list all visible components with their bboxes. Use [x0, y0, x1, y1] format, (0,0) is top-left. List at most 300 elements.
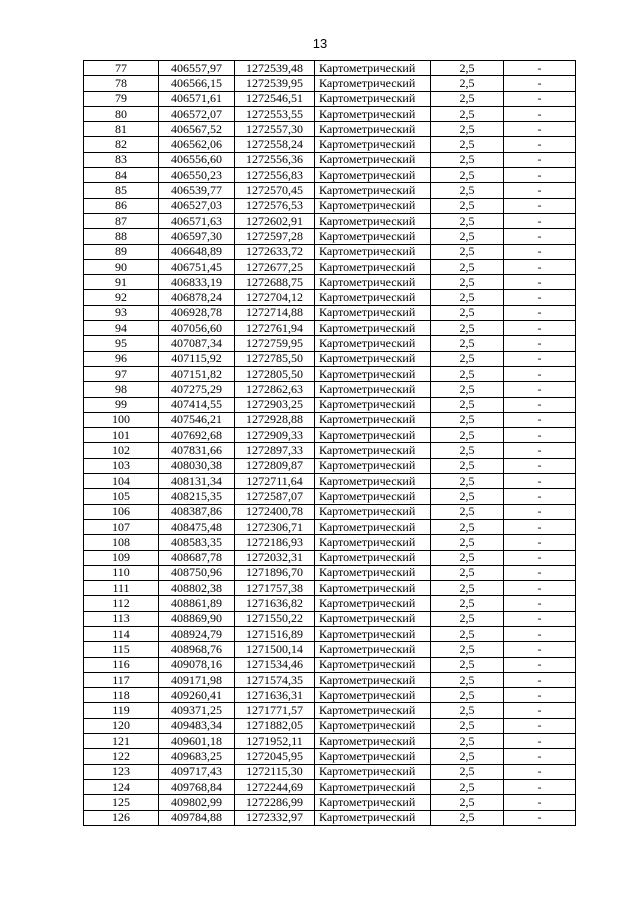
method-cell: Картометрический — [315, 168, 431, 183]
table-row — [84, 489, 576, 504]
y-coordinate-cell: 1272576,53 — [235, 198, 315, 213]
x-coordinate-cell: 408750,96 — [159, 565, 235, 580]
y-coordinate-cell: 1272558,24 — [235, 137, 315, 152]
point-number-cell: 112 — [84, 596, 159, 611]
description-cell: - — [504, 550, 576, 565]
accuracy-cell: 2,5 — [431, 581, 504, 596]
x-coordinate-cell: 409483,34 — [159, 718, 235, 733]
description-cell: - — [504, 213, 576, 228]
method-cell: Картометрический — [315, 718, 431, 733]
method-cell: Картометрический — [315, 626, 431, 641]
table-row — [84, 749, 576, 764]
point-number-cell: 92 — [84, 290, 159, 305]
point-number-cell: 105 — [84, 489, 159, 504]
description-cell: - — [504, 168, 576, 183]
point-number-cell: 103 — [84, 458, 159, 473]
table-row — [84, 657, 576, 672]
table-row — [84, 397, 576, 412]
x-coordinate-cell: 406539,77 — [159, 183, 235, 198]
table-row — [84, 106, 576, 121]
accuracy-cell: 2,5 — [431, 229, 504, 244]
table-row — [84, 290, 576, 305]
description-cell: - — [504, 183, 576, 198]
x-coordinate-cell: 408131,34 — [159, 474, 235, 489]
y-coordinate-cell: 1271636,31 — [235, 688, 315, 703]
method-cell: Картометрический — [315, 290, 431, 305]
accuracy-cell: 2,5 — [431, 397, 504, 412]
x-coordinate-cell: 406751,45 — [159, 259, 235, 274]
x-coordinate-cell: 408387,86 — [159, 504, 235, 519]
table-row — [84, 611, 576, 626]
table-row — [84, 61, 576, 76]
accuracy-cell: 2,5 — [431, 672, 504, 687]
table-row — [84, 474, 576, 489]
table-row — [84, 764, 576, 779]
x-coordinate-cell: 406648,89 — [159, 244, 235, 259]
y-coordinate-cell: 1272809,87 — [235, 458, 315, 473]
accuracy-cell: 2,5 — [431, 290, 504, 305]
table-row — [84, 213, 576, 228]
description-cell: - — [504, 275, 576, 290]
accuracy-cell: 2,5 — [431, 351, 504, 366]
method-cell: Картометрический — [315, 489, 431, 504]
y-coordinate-cell: 1271771,57 — [235, 703, 315, 718]
point-number-cell: 116 — [84, 657, 159, 672]
point-number-cell: 96 — [84, 351, 159, 366]
description-cell: - — [504, 810, 576, 825]
accuracy-cell: 2,5 — [431, 183, 504, 198]
y-coordinate-cell: 1272759,95 — [235, 336, 315, 351]
method-cell: Картометрический — [315, 61, 431, 76]
y-coordinate-cell: 1272546,51 — [235, 91, 315, 106]
point-number-cell: 101 — [84, 428, 159, 443]
point-number-cell: 81 — [84, 122, 159, 137]
method-cell: Картометрический — [315, 703, 431, 718]
method-cell: Картометрический — [315, 672, 431, 687]
method-cell: Картометрический — [315, 382, 431, 397]
description-cell: - — [504, 611, 576, 626]
point-number-cell: 98 — [84, 382, 159, 397]
method-cell: Картометрический — [315, 474, 431, 489]
table-row — [84, 718, 576, 733]
accuracy-cell: 2,5 — [431, 626, 504, 641]
y-coordinate-cell: 1272714,88 — [235, 305, 315, 320]
accuracy-cell: 2,5 — [431, 168, 504, 183]
y-coordinate-cell: 1272862,63 — [235, 382, 315, 397]
x-coordinate-cell: 406557,97 — [159, 61, 235, 76]
point-number-cell: 117 — [84, 672, 159, 687]
accuracy-cell: 2,5 — [431, 412, 504, 427]
description-cell: - — [504, 642, 576, 657]
point-number-cell: 102 — [84, 443, 159, 458]
y-coordinate-cell: 1272286,99 — [235, 795, 315, 810]
point-number-cell: 95 — [84, 336, 159, 351]
table-row — [84, 703, 576, 718]
point-number-cell: 115 — [84, 642, 159, 657]
method-cell: Картометрический — [315, 810, 431, 825]
point-number-cell: 125 — [84, 795, 159, 810]
method-cell: Картометрический — [315, 688, 431, 703]
point-number-cell: 83 — [84, 152, 159, 167]
method-cell: Картометрический — [315, 764, 431, 779]
accuracy-cell: 2,5 — [431, 749, 504, 764]
description-cell: - — [504, 198, 576, 213]
accuracy-cell: 2,5 — [431, 718, 504, 733]
point-number-cell: 89 — [84, 244, 159, 259]
description-cell: - — [504, 749, 576, 764]
table-row — [84, 535, 576, 550]
description-cell: - — [504, 779, 576, 794]
description-cell: - — [504, 565, 576, 580]
method-cell: Картометрический — [315, 504, 431, 519]
x-coordinate-cell: 409717,43 — [159, 764, 235, 779]
accuracy-cell: 2,5 — [431, 321, 504, 336]
x-coordinate-cell: 406928,78 — [159, 305, 235, 320]
point-number-cell: 79 — [84, 91, 159, 106]
method-cell: Картометрический — [315, 275, 431, 290]
x-coordinate-cell: 406833,19 — [159, 275, 235, 290]
y-coordinate-cell: 1272711,64 — [235, 474, 315, 489]
description-cell: - — [504, 321, 576, 336]
table-row — [84, 244, 576, 259]
y-coordinate-cell: 1271534,46 — [235, 657, 315, 672]
point-number-cell: 97 — [84, 366, 159, 381]
x-coordinate-cell: 407087,34 — [159, 336, 235, 351]
method-cell: Картометрический — [315, 259, 431, 274]
accuracy-cell: 2,5 — [431, 275, 504, 290]
x-coordinate-cell: 408215,35 — [159, 489, 235, 504]
method-cell: Картометрический — [315, 581, 431, 596]
y-coordinate-cell: 1272557,30 — [235, 122, 315, 137]
x-coordinate-cell: 409078,16 — [159, 657, 235, 672]
table-row — [84, 795, 576, 810]
description-cell: - — [504, 366, 576, 381]
x-coordinate-cell: 407414,55 — [159, 397, 235, 412]
y-coordinate-cell: 1272306,71 — [235, 519, 315, 534]
point-number-cell: 86 — [84, 198, 159, 213]
accuracy-cell: 2,5 — [431, 336, 504, 351]
y-coordinate-cell: 1272400,78 — [235, 504, 315, 519]
accuracy-cell: 2,5 — [431, 244, 504, 259]
page-number: 13 — [312, 36, 328, 51]
table-row — [84, 366, 576, 381]
point-number-cell: 93 — [84, 305, 159, 320]
accuracy-cell: 2,5 — [431, 443, 504, 458]
x-coordinate-cell: 409784,88 — [159, 810, 235, 825]
x-coordinate-cell: 407692,68 — [159, 428, 235, 443]
method-cell: Картометрический — [315, 305, 431, 320]
point-number-cell: 108 — [84, 535, 159, 550]
table-row — [84, 122, 576, 137]
accuracy-cell: 2,5 — [431, 458, 504, 473]
point-number-cell: 85 — [84, 183, 159, 198]
y-coordinate-cell: 1272897,33 — [235, 443, 315, 458]
accuracy-cell: 2,5 — [431, 213, 504, 228]
method-cell: Картометрический — [315, 596, 431, 611]
x-coordinate-cell: 408861,89 — [159, 596, 235, 611]
x-coordinate-cell: 408583,35 — [159, 535, 235, 550]
y-coordinate-cell: 1272805,50 — [235, 366, 315, 381]
x-coordinate-cell: 406556,60 — [159, 152, 235, 167]
table-row — [84, 458, 576, 473]
y-coordinate-cell: 1271882,05 — [235, 718, 315, 733]
accuracy-cell: 2,5 — [431, 779, 504, 794]
table-row — [84, 321, 576, 336]
method-cell: Картометрический — [315, 366, 431, 381]
y-coordinate-cell: 1272597,28 — [235, 229, 315, 244]
method-cell: Картометрический — [315, 336, 431, 351]
table-row — [84, 672, 576, 687]
method-cell: Картометрический — [315, 458, 431, 473]
point-number-cell: 107 — [84, 519, 159, 534]
y-coordinate-cell: 1272045,95 — [235, 749, 315, 764]
description-cell: - — [504, 305, 576, 320]
y-coordinate-cell: 1272115,30 — [235, 764, 315, 779]
x-coordinate-cell: 406527,03 — [159, 198, 235, 213]
y-coordinate-cell: 1272633,72 — [235, 244, 315, 259]
accuracy-cell: 2,5 — [431, 198, 504, 213]
accuracy-cell: 2,5 — [431, 596, 504, 611]
table-row — [84, 275, 576, 290]
point-number-cell: 124 — [84, 779, 159, 794]
description-cell: - — [504, 474, 576, 489]
table-row — [84, 382, 576, 397]
y-coordinate-cell: 1272553,55 — [235, 106, 315, 121]
description-cell: - — [504, 152, 576, 167]
method-cell: Картометрический — [315, 76, 431, 91]
table-row — [84, 168, 576, 183]
x-coordinate-cell: 409171,98 — [159, 672, 235, 687]
x-coordinate-cell: 408869,90 — [159, 611, 235, 626]
method-cell: Картометрический — [315, 611, 431, 626]
y-coordinate-cell: 1272688,75 — [235, 275, 315, 290]
y-coordinate-cell: 1272909,33 — [235, 428, 315, 443]
y-coordinate-cell: 1272556,36 — [235, 152, 315, 167]
x-coordinate-cell: 406566,15 — [159, 76, 235, 91]
accuracy-cell: 2,5 — [431, 61, 504, 76]
accuracy-cell: 2,5 — [431, 688, 504, 703]
description-cell: - — [504, 61, 576, 76]
accuracy-cell: 2,5 — [431, 764, 504, 779]
y-coordinate-cell: 1272761,94 — [235, 321, 315, 336]
table-row — [84, 152, 576, 167]
point-number-cell: 84 — [84, 168, 159, 183]
point-number-cell: 91 — [84, 275, 159, 290]
table-row — [84, 412, 576, 427]
accuracy-cell: 2,5 — [431, 106, 504, 121]
method-cell: Картометрический — [315, 198, 431, 213]
y-coordinate-cell: 1272677,25 — [235, 259, 315, 274]
method-cell: Картометрический — [315, 321, 431, 336]
table-row — [84, 76, 576, 91]
method-cell: Картометрический — [315, 535, 431, 550]
table-row — [84, 336, 576, 351]
accuracy-cell: 2,5 — [431, 91, 504, 106]
y-coordinate-cell: 1271896,70 — [235, 565, 315, 580]
description-cell: - — [504, 412, 576, 427]
accuracy-cell: 2,5 — [431, 642, 504, 657]
accuracy-cell: 2,5 — [431, 259, 504, 274]
x-coordinate-cell: 407115,92 — [159, 351, 235, 366]
y-coordinate-cell: 1271550,22 — [235, 611, 315, 626]
x-coordinate-cell: 408475,48 — [159, 519, 235, 534]
method-cell: Картометрический — [315, 642, 431, 657]
description-cell: - — [504, 336, 576, 351]
table-row — [84, 305, 576, 320]
accuracy-cell: 2,5 — [431, 611, 504, 626]
table-row — [84, 198, 576, 213]
accuracy-cell: 2,5 — [431, 152, 504, 167]
method-cell: Картометрический — [315, 550, 431, 565]
table-row — [84, 565, 576, 580]
description-cell: - — [504, 734, 576, 749]
accuracy-cell: 2,5 — [431, 657, 504, 672]
accuracy-cell: 2,5 — [431, 474, 504, 489]
x-coordinate-cell: 409601,18 — [159, 734, 235, 749]
table-row — [84, 183, 576, 198]
y-coordinate-cell: 1271516,89 — [235, 626, 315, 641]
table-row — [84, 779, 576, 794]
y-coordinate-cell: 1272556,83 — [235, 168, 315, 183]
point-number-cell: 94 — [84, 321, 159, 336]
description-cell: - — [504, 290, 576, 305]
y-coordinate-cell: 1272539,48 — [235, 61, 315, 76]
method-cell: Картометрический — [315, 152, 431, 167]
point-number-cell: 118 — [84, 688, 159, 703]
y-coordinate-cell: 1271500,14 — [235, 642, 315, 657]
table-row — [84, 626, 576, 641]
point-number-cell: 110 — [84, 565, 159, 580]
description-cell: - — [504, 428, 576, 443]
method-cell: Картометрический — [315, 229, 431, 244]
table-row — [84, 810, 576, 825]
table-row — [84, 734, 576, 749]
accuracy-cell: 2,5 — [431, 519, 504, 534]
x-coordinate-cell: 409768,84 — [159, 779, 235, 794]
x-coordinate-cell: 407831,66 — [159, 443, 235, 458]
accuracy-cell: 2,5 — [431, 550, 504, 565]
method-cell: Картометрический — [315, 734, 431, 749]
y-coordinate-cell: 1272332,97 — [235, 810, 315, 825]
table-row — [84, 443, 576, 458]
point-number-cell: 126 — [84, 810, 159, 825]
point-number-cell: 119 — [84, 703, 159, 718]
accuracy-cell: 2,5 — [431, 703, 504, 718]
accuracy-cell: 2,5 — [431, 734, 504, 749]
accuracy-cell: 2,5 — [431, 535, 504, 550]
point-number-cell: 113 — [84, 611, 159, 626]
x-coordinate-cell: 406571,63 — [159, 213, 235, 228]
x-coordinate-cell: 408968,76 — [159, 642, 235, 657]
description-cell: - — [504, 657, 576, 672]
description-cell: - — [504, 443, 576, 458]
description-cell: - — [504, 718, 576, 733]
y-coordinate-cell: 1271574,35 — [235, 672, 315, 687]
point-number-cell: 104 — [84, 474, 159, 489]
x-coordinate-cell: 408802,38 — [159, 581, 235, 596]
x-coordinate-cell: 406572,07 — [159, 106, 235, 121]
y-coordinate-cell: 1272244,69 — [235, 779, 315, 794]
description-cell: - — [504, 106, 576, 121]
accuracy-cell: 2,5 — [431, 504, 504, 519]
y-coordinate-cell: 1271636,82 — [235, 596, 315, 611]
table-row — [84, 550, 576, 565]
x-coordinate-cell: 409371,25 — [159, 703, 235, 718]
description-cell: - — [504, 672, 576, 687]
point-number-cell: 99 — [84, 397, 159, 412]
x-coordinate-cell: 406562,06 — [159, 137, 235, 152]
point-number-cell: 120 — [84, 718, 159, 733]
table-row — [84, 91, 576, 106]
description-cell: - — [504, 244, 576, 259]
y-coordinate-cell: 1271757,38 — [235, 581, 315, 596]
description-cell: - — [504, 626, 576, 641]
x-coordinate-cell: 406567,52 — [159, 122, 235, 137]
description-cell: - — [504, 764, 576, 779]
table-row — [84, 688, 576, 703]
point-number-cell: 121 — [84, 734, 159, 749]
description-cell: - — [504, 259, 576, 274]
table-row — [84, 351, 576, 366]
method-cell: Картометрический — [315, 183, 431, 198]
accuracy-cell: 2,5 — [431, 489, 504, 504]
y-coordinate-cell: 1271952,11 — [235, 734, 315, 749]
description-cell: - — [504, 581, 576, 596]
x-coordinate-cell: 406571,61 — [159, 91, 235, 106]
x-coordinate-cell: 408687,78 — [159, 550, 235, 565]
description-cell: - — [504, 596, 576, 611]
accuracy-cell: 2,5 — [431, 810, 504, 825]
x-coordinate-cell: 407275,29 — [159, 382, 235, 397]
x-coordinate-cell: 409260,41 — [159, 688, 235, 703]
description-cell: - — [504, 504, 576, 519]
point-number-cell: 80 — [84, 106, 159, 121]
table-row — [84, 428, 576, 443]
x-coordinate-cell: 408924,79 — [159, 626, 235, 641]
point-number-cell: 87 — [84, 213, 159, 228]
table-row — [84, 229, 576, 244]
point-number-cell: 109 — [84, 550, 159, 565]
point-number-cell: 114 — [84, 626, 159, 641]
table-row — [84, 259, 576, 274]
x-coordinate-cell: 406878,24 — [159, 290, 235, 305]
method-cell: Картометрический — [315, 137, 431, 152]
y-coordinate-cell: 1272570,45 — [235, 183, 315, 198]
point-number-cell: 82 — [84, 137, 159, 152]
accuracy-cell: 2,5 — [431, 122, 504, 137]
table-row — [84, 642, 576, 657]
method-cell: Картометрический — [315, 519, 431, 534]
point-number-cell: 88 — [84, 229, 159, 244]
x-coordinate-cell: 406597,30 — [159, 229, 235, 244]
method-cell: Картометрический — [315, 351, 431, 366]
description-cell: - — [504, 519, 576, 534]
accuracy-cell: 2,5 — [431, 382, 504, 397]
point-number-cell: 123 — [84, 764, 159, 779]
description-cell: - — [504, 76, 576, 91]
y-coordinate-cell: 1272186,93 — [235, 535, 315, 550]
accuracy-cell: 2,5 — [431, 428, 504, 443]
y-coordinate-cell: 1272928,88 — [235, 412, 315, 427]
point-number-cell: 106 — [84, 504, 159, 519]
description-cell: - — [504, 535, 576, 550]
method-cell: Картометрический — [315, 122, 431, 137]
accuracy-cell: 2,5 — [431, 76, 504, 91]
y-coordinate-cell: 1272602,91 — [235, 213, 315, 228]
description-cell: - — [504, 382, 576, 397]
y-coordinate-cell: 1272587,07 — [235, 489, 315, 504]
method-cell: Картометрический — [315, 412, 431, 427]
